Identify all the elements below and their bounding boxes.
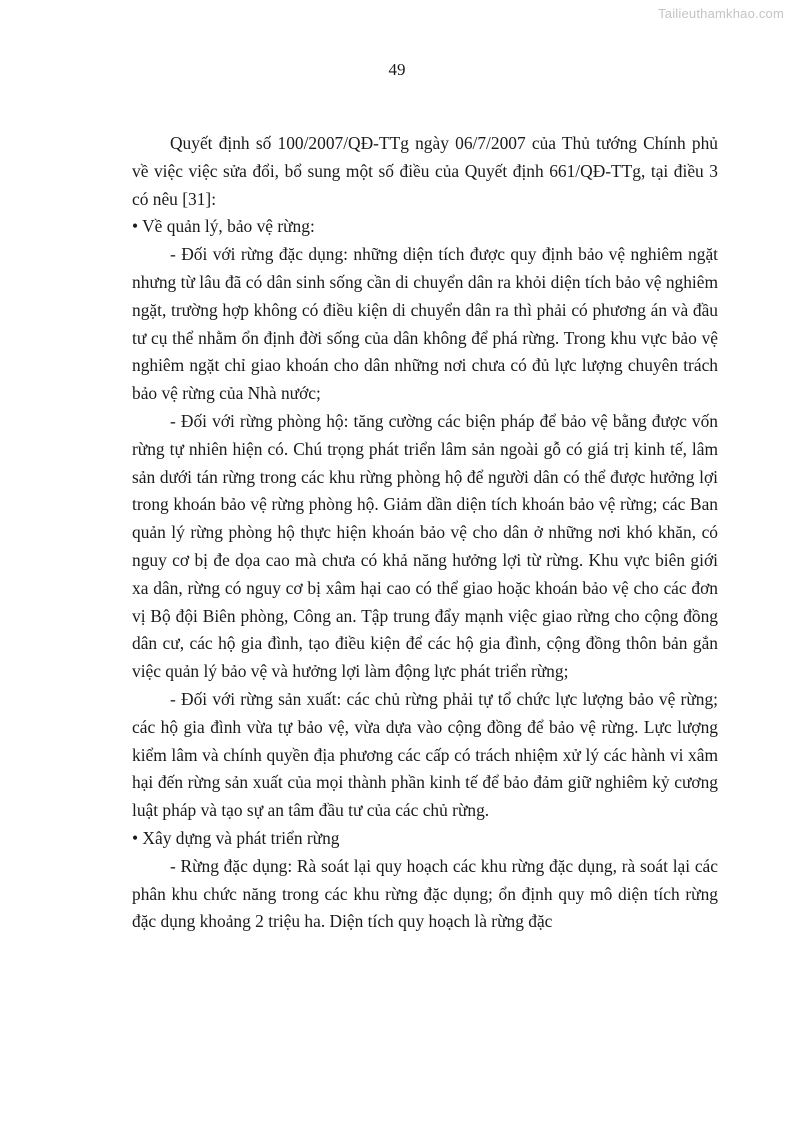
watermark: Tailieuthamkhao.com (658, 6, 784, 21)
paragraph-special-use-forest: - Đối với rừng đặc dụng: những diện tích được quy định bảo vệ nghiêm ngặt nhưng từ lâu đã có dân sinh sống cần di chuyển dân ra khỏi diện tích bảo vệ nghiêm ngặt, trường hợp không có điều kiện di chuyển dân ra thì phải có phương án và đầu tư cụ thể nhằm ổn định đời sống của dân không để phá rừng. Trong khu vực bảo vệ nghiêm ngặt chỉ giao khoán cho dân những nơi chưa có đủ lực lượng chuyên trách bảo vệ rừng của Nhà nước; (132, 244, 718, 404)
page-number: 49 (388, 60, 406, 79)
paragraph-protection-forest: - Đối với rừng phòng hộ: tăng cường các biện pháp để bảo vệ bằng được vốn rừng tự nhiên hiện có. Chú trọng phát triển lâm sản ngoài gỗ có giá trị kinh tế, lâm sản dưới tán rừng trong các khu rừng phòng hộ để người dân có thể được hưởng lợi trong khoán bảo vệ rừng phòng hộ. Giảm dần diện tích khoán bảo vệ rừng; các Ban quản lý rừng phòng hộ thực hiện khoán bảo vệ cho dân ở những nơi khó khăn, có nguy cơ bị đe dọa cao mà chưa có khả năng hưởng lợi từ rừng. Khu vực biên giới xa dân, rừng có nguy cơ bị xâm hại cao có thể giao hoặc khoán bảo vệ cho các đơn vị Bộ đội Biên phòng, Công an. Tập trung đẩy mạnh việc giao rừng cho cộng đồng dân cư, các hộ gia đình, tạo điều kiện để các hộ gia đình, cộng đồng thôn bản gắn việc quản lý bảo vệ và hưởng lợi làm động lực phát triển rừng; (132, 410, 718, 682)
bullet-heading-management: • Về quản lý, bảo vệ rừng: (132, 216, 315, 237)
intro-paragraph: Quyết định số 100/2007/QĐ-TTg ngày 06/7/2007 của Thủ tướng Chính phủ về việc việc sửa đổi, bổ sung một số điều của Quyết định 661/QĐ-TTg, tại điều 3 có nêu [31]: (132, 133, 718, 209)
paragraph-special-use-planning: - Rừng đặc dụng: Rà soát lại quy hoạch các khu rừng đặc dụng, rà soát lại các phân khu chức năng trong các khu rừng đặc dụng; ổn định quy mô diện tích rừng đặc dụng khoảng 2 triệu ha. Diện tích quy hoạch là rừng đặc (132, 855, 718, 932)
document-body (132, 130, 718, 936)
bullet-heading-development: • Xây dựng và phát triển rừng (132, 827, 340, 848)
paragraph-production-forest: - Đối với rừng sản xuất: các chủ rừng phải tự tổ chức lực lượng bảo vệ rừng; các hộ gia đình vừa tự bảo vệ, vừa dựa vào cộng đồng để bảo vệ rừng. Lực lượng kiểm lâm và chính quyền địa phương các cấp có trách nhiệm xử lý các hành vi xâm hại đến rừng sản xuất của mọi thành phần kinh tế để bảo đảm giữ nghiêm kỷ cương luật pháp và tạo sự an tâm đầu tư của các chủ rừng. (132, 688, 718, 821)
